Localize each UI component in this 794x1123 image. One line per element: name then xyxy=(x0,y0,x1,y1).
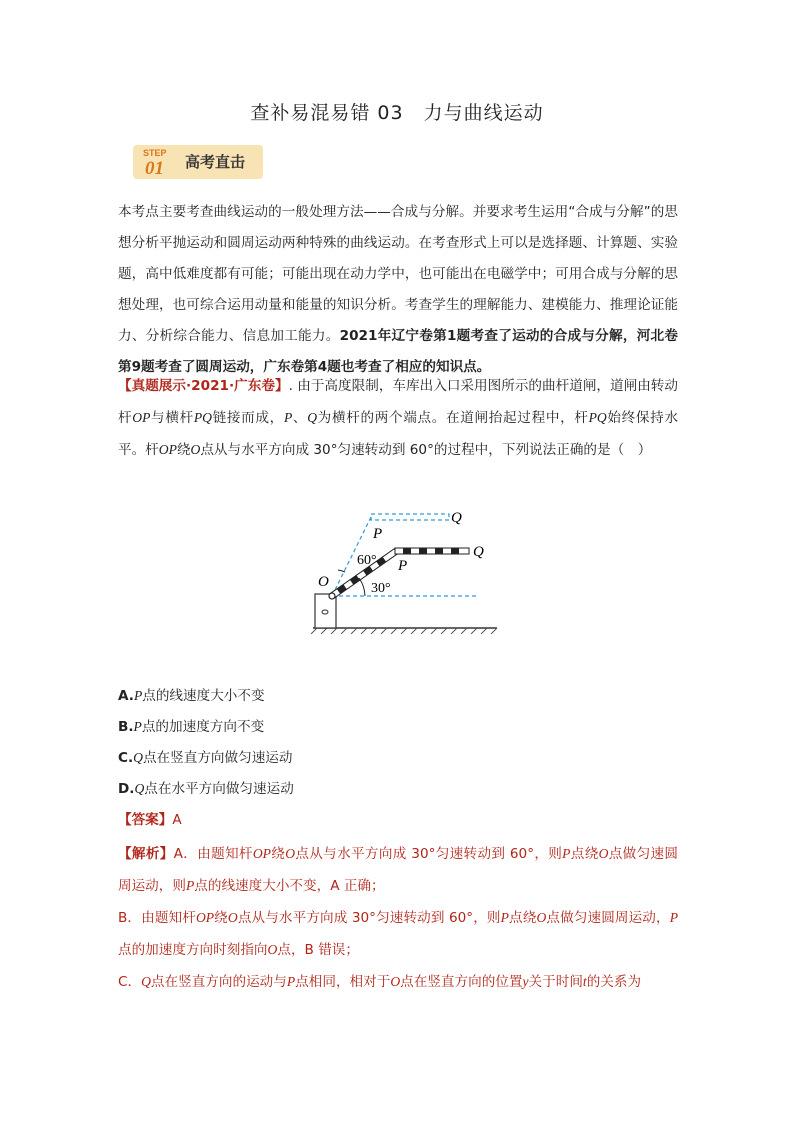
analysis-text: 点，B 错误； xyxy=(277,942,359,958)
question-text: 点从与水平方向成 30°匀速转动到 60°的过程中，下列说法正确的是（ ） xyxy=(200,442,652,458)
bar-pq xyxy=(395,548,469,554)
var-p: P xyxy=(562,846,571,861)
label-angle-60: 60° xyxy=(357,553,377,568)
analysis-label: 【解析】 xyxy=(118,846,174,862)
step-badge xyxy=(133,145,273,181)
option-b[interactable] xyxy=(118,715,264,735)
analysis-text: 点绕 xyxy=(570,846,599,862)
option-var: P xyxy=(133,688,143,703)
var-o: O xyxy=(190,442,201,457)
question-text: 、 xyxy=(292,410,308,426)
analysis-text: 的关系为 xyxy=(586,974,642,990)
question-text: 与横杆 xyxy=(150,410,194,426)
question-text: 链接而成， xyxy=(211,410,284,426)
option-letter: A. xyxy=(118,688,134,704)
var-op: OP xyxy=(158,442,177,457)
analysis-b xyxy=(118,902,678,966)
step-title: 高考直击 xyxy=(185,153,246,171)
intro-text: 本考点主要考查曲线运动的一般处理方法——合成与分解。并要求考生运用“合成与分解”的思想分析平抛运动和圆周运动两种特殊的曲线运动。在考查形式上可以是选择题、计算题、实验题，高中低难度都有可能；可能出现在动力学中，也可能出在电磁学中；可用合成与分解的思想处理，也可综合运用动量和能量的知识分析。考查学生的理解能力、建模能力、推理论证能力、分析综合能力、信息加工能力。 xyxy=(118,204,678,344)
var-t: t xyxy=(582,974,587,989)
var-o: O xyxy=(267,942,278,957)
document-title: 查补易混易错 03 力与曲线运动 xyxy=(250,102,544,124)
option-letter: C. xyxy=(118,750,134,766)
option-letter: D. xyxy=(118,781,135,797)
question-text: 为横杆的两个端点。在道闸抬起过程中，杆 xyxy=(317,410,589,426)
var-op: OP xyxy=(252,846,271,861)
option-text: 点在水平方向做匀速运动 xyxy=(144,781,294,797)
var-p: P xyxy=(669,910,679,925)
analysis-text: 绕 xyxy=(270,846,286,862)
analysis-section xyxy=(118,838,678,998)
analysis-text: 点在竖直方向的位置 xyxy=(400,974,523,990)
option-var: P xyxy=(133,719,142,734)
var-p: P xyxy=(286,974,296,989)
intro-paragraph xyxy=(118,197,678,383)
analysis-text: 点绕 xyxy=(508,910,537,926)
var-o: O xyxy=(390,974,401,989)
analysis-c xyxy=(118,966,678,998)
var-o: O xyxy=(536,910,547,925)
label-q-upper: Q xyxy=(451,510,462,526)
var-p: P xyxy=(185,878,195,893)
step-number: 01 xyxy=(145,158,164,179)
option-letter: B. xyxy=(118,719,134,735)
option-text: 点在竖直方向做匀速运动 xyxy=(142,750,293,766)
analysis-a xyxy=(118,838,678,902)
analysis-text: A．由题知杆 xyxy=(173,846,253,862)
ground-hatching xyxy=(311,628,497,634)
option-d[interactable] xyxy=(118,777,294,797)
analysis-text: 点做匀速圆周运动， xyxy=(546,910,670,926)
question-text: . 由于高度限制，车库出入口采用图所示的曲杆道闸，道闸由转动杆 xyxy=(118,378,679,426)
analysis-text: 点从与水平方向成 30°匀速转动到 60°，则 xyxy=(295,846,563,862)
analysis-text: 点的加速度方向时刻指向 xyxy=(118,942,268,958)
option-a[interactable] xyxy=(118,684,265,704)
var-y: y xyxy=(522,974,529,989)
analysis-text: 绕 xyxy=(214,910,228,926)
var-p: P xyxy=(283,410,293,425)
label-q-lower: Q xyxy=(473,544,484,560)
option-c[interactable] xyxy=(118,746,293,766)
var-q: Q xyxy=(141,974,151,989)
question-tag: 【真题展示·2021·广东卷】 xyxy=(118,378,289,394)
intro-highlight: 2021年辽宁卷第1题考查了运动的合成与分解，河北卷第9题考查了圆周运动，广东卷第4题也考查了相应的知识点。 xyxy=(118,328,679,375)
pivot-o xyxy=(329,593,335,599)
question-stem xyxy=(118,371,678,466)
option-text: 点的加速度方向不变 xyxy=(141,719,265,735)
label-angle-30: 30° xyxy=(371,581,391,596)
analysis-text: 点在竖直方向的运动与 xyxy=(150,974,287,990)
step-word: STEP xyxy=(143,148,167,158)
label-p-lower: P xyxy=(398,558,408,574)
label-p-upper: P xyxy=(373,526,383,542)
option-var: Q xyxy=(133,750,143,765)
analysis-text: C． xyxy=(118,974,142,990)
barrier-gate-figure xyxy=(305,502,500,634)
var-o: O xyxy=(227,910,238,925)
var-pq: PQ xyxy=(193,410,212,425)
var-o: O xyxy=(285,846,296,861)
var-q: Q xyxy=(307,410,318,425)
var-p: P xyxy=(500,910,509,925)
analysis-text: 点的线速度大小不变，A 正确； xyxy=(194,878,385,894)
analysis-text: 点从与水平方向成 30°匀速转动到 60°，则 xyxy=(237,910,501,926)
var-op: OP xyxy=(195,910,215,925)
var-pq: PQ xyxy=(588,410,607,425)
question-text: 绕 xyxy=(176,442,191,458)
var-op: OP xyxy=(132,410,151,425)
analysis-text: 关于时间 xyxy=(528,974,583,990)
label-o: O xyxy=(318,574,329,590)
analysis-text: 点相同，相对于 xyxy=(295,974,391,990)
dashed-bar-pq xyxy=(371,514,449,520)
var-o: O xyxy=(598,846,609,861)
angle-arc-60 xyxy=(338,570,345,572)
analysis-text: B．由题知杆 xyxy=(118,910,196,926)
option-var: Q xyxy=(134,781,145,796)
question-text: 始终保持水平。杆 xyxy=(118,410,679,458)
analysis-text: 点做匀速圆周运动，则 xyxy=(118,846,679,894)
option-text: 点的线速度大小不变 xyxy=(142,688,265,704)
answer-line xyxy=(118,808,182,828)
answer-label: 【答案】 xyxy=(118,812,173,828)
answer-value: A xyxy=(172,812,182,828)
